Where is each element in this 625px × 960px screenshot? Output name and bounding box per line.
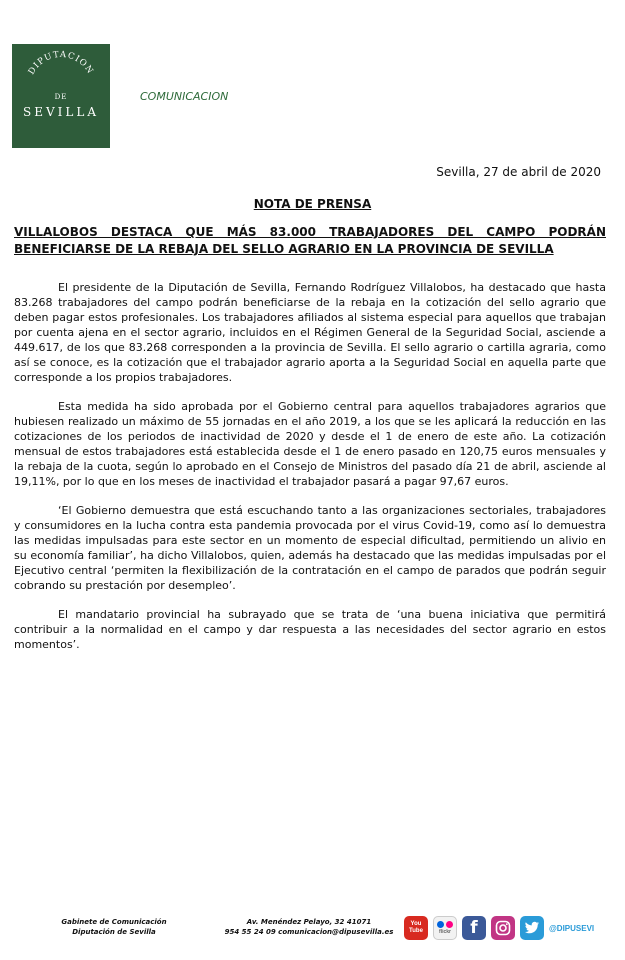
svg-text:DIPUTACION [27, 50, 96, 77]
document-type-title: NOTA DE PRENSA [253, 197, 372, 211]
footer-contact [220, 917, 398, 937]
logo-arc-text: DIPUTACION [26, 49, 96, 77]
instagram-glyph [495, 920, 511, 936]
social-links [404, 915, 594, 941]
facebook-icon[interactable] [462, 916, 486, 940]
logo-small-text: DE [54, 93, 68, 101]
paragraph-2: Esta medida ha sido aprobada por el Gobierno central para aquellos trabajadores agrarios que hubiesen realizado un máximo de 55 jornadas en el año 2019, a los que se les aplicará la reducción en las cotizaciones de los periodos de inactividad de 2020 y desde el 1 de enero de este año. La cotización mensual de estos trabajadores está establecida desde el 1 de enero pasado en 120,75 euros mensuales y la rebaja de la cuota, según lo aprobado en el Consejo de Ministros del pasado día 21 de abril, asciende al 19,11%, por lo que en los meses de inactividad el trabajador pasará a pagar 97,67 euros. [14, 400, 606, 488]
department-label: COMUNICACION [140, 90, 229, 103]
article-body [14, 280, 606, 666]
youtube-icon-label: You Tube [409, 921, 423, 934]
diputacion-logo [12, 44, 110, 148]
headline: VILLALOBOS DESTACA QUE MÁS 83.000 TRABAJADORES DEL CAMPO PODRÁN BENEFICIARSE DE LA REBAJA DEL SELLO AGRARIO EN LA PROVINCIA DE SEVILLA [14, 225, 606, 256]
flickr-icon[interactable] [433, 916, 457, 940]
paragraph-4: El mandatario provincial ha subrayado que se trata de ‘una buena iniciativa que permitirá contribuir a la normalidad en el campo y dar respuesta a las necesidades del sector agrario en estos momentos’. [14, 608, 606, 651]
logo-main-text: SEVILLA [23, 105, 99, 119]
footer [0, 915, 625, 955]
twitter-glyph [524, 921, 540, 935]
social-handle[interactable]: @DIPUSEVI [549, 923, 595, 933]
press-date: Sevilla, 27 de abril de 2020 [436, 165, 601, 179]
youtube-icon[interactable] [404, 916, 428, 940]
flickr-icon-label: flickr [439, 929, 451, 935]
twitter-icon[interactable] [520, 916, 544, 940]
footer-office-line2: Diputación de Sevilla [72, 928, 156, 936]
footer-office [58, 917, 170, 937]
facebook-icon-glyph: f [470, 918, 478, 938]
paragraph-1: El presidente de la Diputación de Sevilla, Fernando Rodríguez Villalobos, ha destacado que hasta 83.268 trabajadores del campo podrán beneficiarse de la rebaja en la cotización del sello agrario que deben pagar estos profesionales. Los trabajadores afiliados al sistema especial para aquellos que trabajan por cuenta ajena en el sector agrario, incluidos en el Régimen General de la Seguridad Social, asciende a 449.617, de los que 83.268 corresponden a la provincia de Sevilla. El sello agrario o cartilla agraria, como así se conoce, es la cotización que el trabajador agrario aporta a la Seguridad Social en aquella parte que corresponde a los propios trabajadores. [14, 281, 606, 384]
paragraph-3: ‘El Gobierno demuestra que está escuchando tanto a las organizaciones sectoriales, trabajadores y consumidores en la lucha contra esta pandemia provocada por el virus Covid-19, como así lo demuestra las medidas impulsadas para este sector en un momento de especial dificultad, permitiendo un alivio en su economía familiar’, ha dicho Villalobos, quien, además ha destacado que las medidas impulsadas por el Ejecutivo central ‘permiten la flexibilización de la contratación en el campo de parados que podrán seguir cobrando su prestación por desempleo’. [14, 504, 606, 592]
instagram-icon[interactable] [491, 916, 515, 940]
footer-address: Av. Menéndez Pelayo, 32 41071 [246, 918, 372, 926]
footer-office-line1: Gabinete de Comunicación [61, 918, 167, 926]
footer-phone-email: 954 55 24 09 comunicacion@dipusevilla.es [224, 928, 394, 936]
